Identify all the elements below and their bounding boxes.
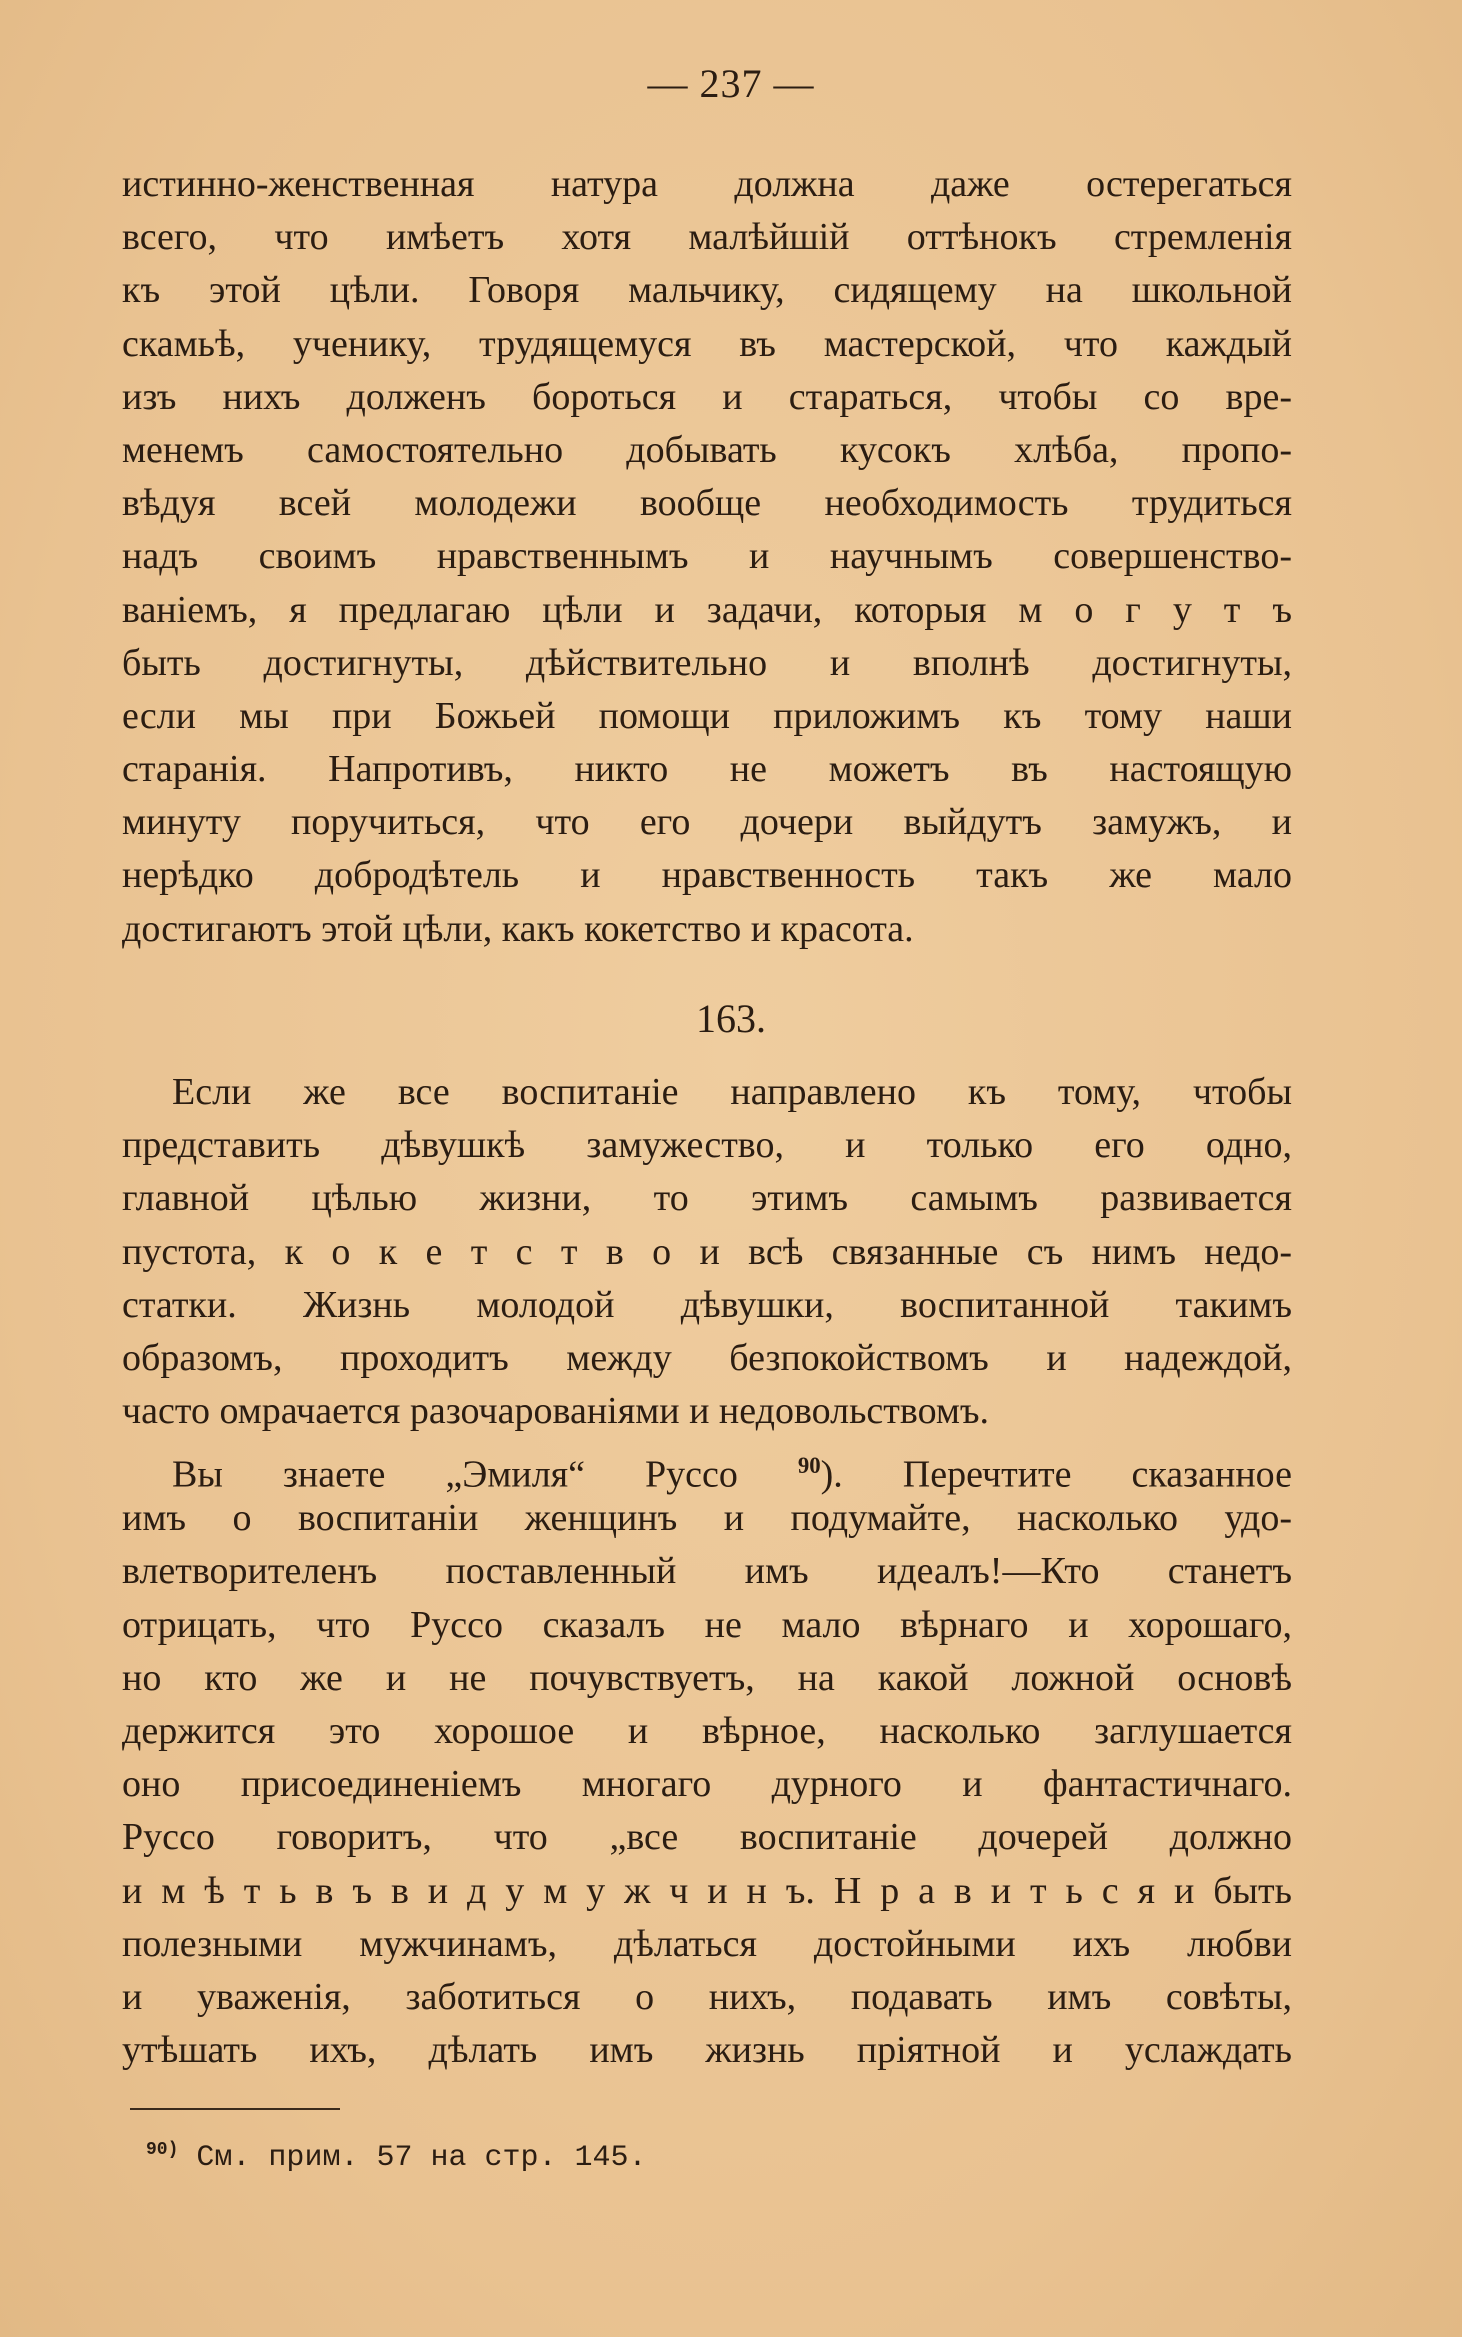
text-line: держится это хорошое и вѣрное, насколько заглушается [122, 1709, 1292, 1752]
text-line [122, 1439, 1292, 1496]
text-line: надъ своимъ нравственнымъ и научнымъ совершенство- [122, 535, 1292, 578]
paragraph-rousseau [122, 1439, 1292, 2077]
text-line: всего, что имѣетъ хотя малѣйшій оттѣнокъ стремленія [122, 216, 1292, 259]
text-line: главной цѣлью жизни, то этимъ самымъ развивается [122, 1177, 1292, 1220]
text-line: полезными мужчинамъ, дѣлаться достойными ихъ любви [122, 1922, 1292, 1965]
text-line: нерѣдко добродѣтель и нравственность такъ же мало [122, 854, 1292, 897]
text-line: влетворителенъ поставленный имъ идеалъ!—Кто станетъ [122, 1550, 1292, 1593]
footnote-text: См. прим. 57 на стр. 145. [196, 2141, 647, 2175]
text-line: имъ о воспитаніи женщинъ и подумайте, насколько удо- [122, 1497, 1292, 1540]
text-line: быть достигнуты, дѣйствительно и вполнѣ достигнуты, [122, 641, 1292, 684]
text-line: образомъ, проходитъ между безпокойствомъ и надеждой, [122, 1336, 1292, 1379]
text-line: Руссо говоритъ, что „все воспитаніе дочерей должно [122, 1816, 1292, 1859]
text-segment: Вы знаете „Эмиля“ Руссо [172, 1453, 738, 1496]
text-line: изъ нихъ долженъ бороться и стараться, чтобы со вре- [122, 375, 1292, 418]
text-line: менемъ самостоятельно добывать кусокъ хлѣба, пропо- [122, 428, 1292, 471]
text-line: вѣдуя всей молодежи вообще необходимость трудиться [122, 482, 1292, 525]
text-line: достигаютъ этой цѣли, какъ кокетство и красота. [122, 907, 914, 950]
text-line: старанія. Напротивъ, никто не можетъ въ настоящую [122, 748, 1292, 791]
text-line: статки. Жизнь молодой дѣвушки, воспитанной такимъ [122, 1283, 1292, 1326]
text-line: оно присоединеніемъ многаго дурного и фантастичнаго. [122, 1763, 1292, 1806]
page-number: — 237 — [647, 61, 815, 106]
text-line: къ этой цѣли. Говоря мальчику, сидящему на школьной [122, 269, 1292, 312]
paragraph-162-continuation [122, 158, 1292, 956]
text-line: отрицать, что Руссо сказалъ не мало вѣрнаго и хорошаго, [122, 1603, 1292, 1646]
footnote [146, 2140, 647, 2175]
text-line: часто омрачается разочарованіями и недовольствомъ. [122, 1390, 990, 1433]
footnote-reference: 90 [797, 1453, 821, 1478]
text-line: и м ѣ т ь в ъ в и д у м у ж ч и н ъ. Н р а в и т ь с я и быть [122, 1869, 1292, 1912]
text-line: ваніемъ, я предлагаю цѣли и задачи, которыя м о г у т ъ [122, 588, 1292, 631]
text-line: если мы при Божьей помощи приложимъ къ тому наши [122, 694, 1292, 737]
text-segment: ). Перечтите сказанное [820, 1453, 1292, 1496]
footnote-marker: 90) [146, 2140, 179, 2160]
text-line: представить дѣвушкѣ замужество, и только его одно, [122, 1124, 1292, 1167]
text-line: минуту поручиться, что его дочери выйдутъ замужъ, и [122, 801, 1292, 844]
text-line: пустота, к о к е т с т в о и всѣ связанные съ нимъ недо- [122, 1230, 1292, 1273]
text-line: Если же все воспитаніе направлено къ тому, чтобы [172, 1071, 1292, 1113]
text-line: но кто же и не почувствуетъ, на какой ложной основѣ [122, 1656, 1292, 1699]
text-line: и уваженія, заботиться о нихъ, подавать имъ совѣты, [122, 1975, 1292, 2018]
text-line: утѣшать ихъ, дѣлать имъ жизнь пріятной и услаждать [122, 2029, 1292, 2072]
text-line: скамьѣ, ученику, трудящемуся въ мастерской, что каждый [122, 322, 1292, 365]
paragraph-163 [122, 1066, 1292, 1438]
footnote-divider [130, 2108, 340, 2110]
text-line: истинно-женственная натура должна даже остерегаться [122, 163, 1292, 205]
section-number: 163. [696, 996, 766, 1041]
